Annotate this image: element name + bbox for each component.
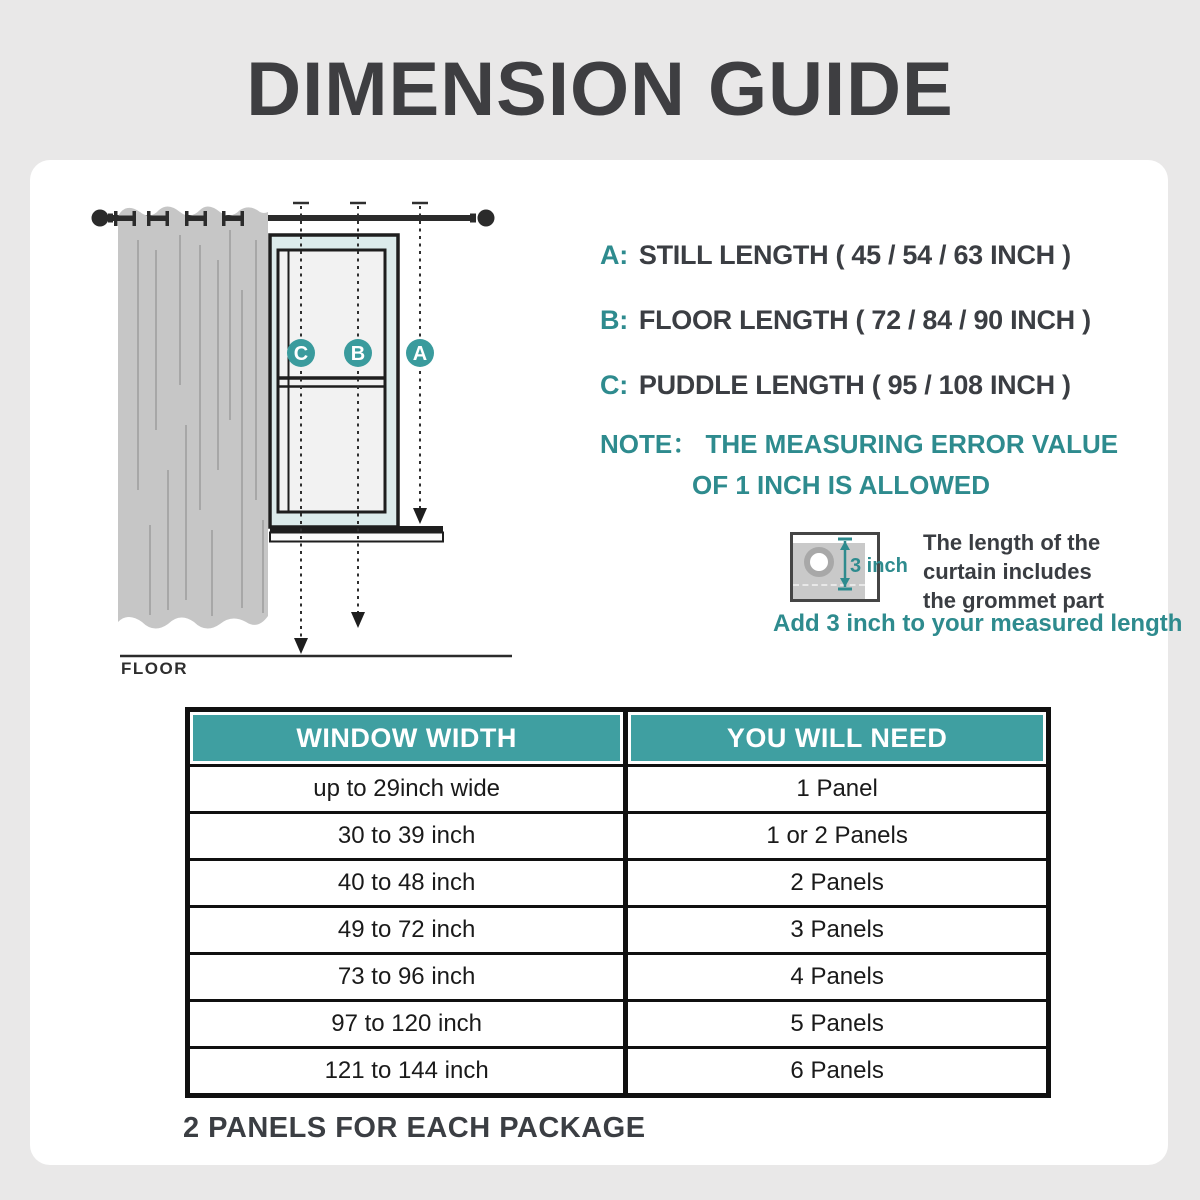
length-letter-b: B:	[600, 305, 628, 335]
cell-need: 2 Panels	[790, 869, 884, 896]
length-text-b: FLOOR LENGTH ( 72 / 84 / 90 INCH )	[638, 305, 1091, 335]
table-row	[190, 811, 1046, 858]
cell-need: 4 Panels	[790, 963, 884, 990]
length-letter-c: C:	[600, 370, 628, 400]
length-text-c: PUDDLE LENGTH ( 95 / 108 INCH )	[638, 370, 1071, 400]
page-title: DIMENSION GUIDE	[246, 47, 954, 132]
grommet-ring-icon	[804, 547, 834, 577]
badge-letter-a: A	[412, 343, 428, 365]
curtain-window-diagram	[60, 170, 520, 690]
cell-width: 40 to 48 inch	[190, 861, 628, 905]
badge-letter-b: B	[350, 343, 366, 365]
table-header-row	[190, 712, 1046, 764]
cell-width: 30 to 39 inch	[190, 814, 628, 858]
length-letter-a: A:	[600, 240, 628, 270]
table-row	[190, 1046, 1046, 1093]
grommet-measure-label: 3 inch	[850, 555, 908, 577]
grommet-tip: Add 3 inch to your measured length	[773, 610, 1183, 637]
cell-need: 6 Panels	[790, 1057, 884, 1084]
window-illustration	[270, 235, 443, 542]
grommet-desc-line2: curtain includes	[923, 559, 1092, 584]
table-row	[190, 764, 1046, 811]
badge-letter-c: C	[293, 343, 309, 365]
footer-caption: 2 PANELS FOR EACH PACKAGE	[183, 1112, 646, 1144]
length-line-c	[600, 370, 1071, 401]
cell-need: 1 Panel	[796, 775, 878, 802]
length-text-a: STILL LENGTH ( 45 / 54 / 63 INCH )	[638, 240, 1071, 270]
curtain-panel	[114, 206, 268, 628]
cell-need: 5 Panels	[790, 1010, 884, 1037]
grommet-desc-line3: the grommet part	[923, 588, 1104, 613]
grommet-desc-line1: The length of the	[923, 530, 1101, 555]
cell-width: up to 29inch wide	[190, 767, 628, 811]
cell-width: 73 to 96 inch	[190, 955, 628, 999]
note-line-1: NOTE： THE MEASURING ERROR VALUE	[600, 429, 1119, 459]
cell-width: 49 to 72 inch	[190, 908, 628, 952]
cell-need: 3 Panels	[790, 916, 884, 943]
cell-width: 97 to 120 inch	[190, 1002, 628, 1046]
length-line-b	[600, 305, 1091, 336]
header-cell-window-width	[190, 712, 628, 764]
grommet-diagram	[790, 532, 908, 602]
floor-label: FLOOR	[121, 659, 188, 678]
cell-width: 121 to 144 inch	[190, 1049, 628, 1093]
grommet-description	[923, 528, 1104, 615]
fold-dashed-line	[793, 584, 865, 586]
note-line-2: OF 1 INCH IS ALLOWED	[692, 470, 991, 500]
table-row	[190, 858, 1046, 905]
cell-need: 1 or 2 Panels	[766, 822, 908, 849]
table-row	[190, 952, 1046, 999]
table-row	[190, 905, 1046, 952]
measurement-badges	[287, 339, 434, 367]
header-label-you-will-need: YOU WILL NEED	[631, 715, 1043, 761]
header-cell-you-will-need	[628, 712, 1046, 764]
table-row	[190, 999, 1046, 1046]
panel-count-table	[185, 707, 1051, 1098]
note-block	[600, 424, 1118, 501]
header-label-window-width: WINDOW WIDTH	[193, 715, 620, 761]
length-line-a	[600, 240, 1071, 271]
